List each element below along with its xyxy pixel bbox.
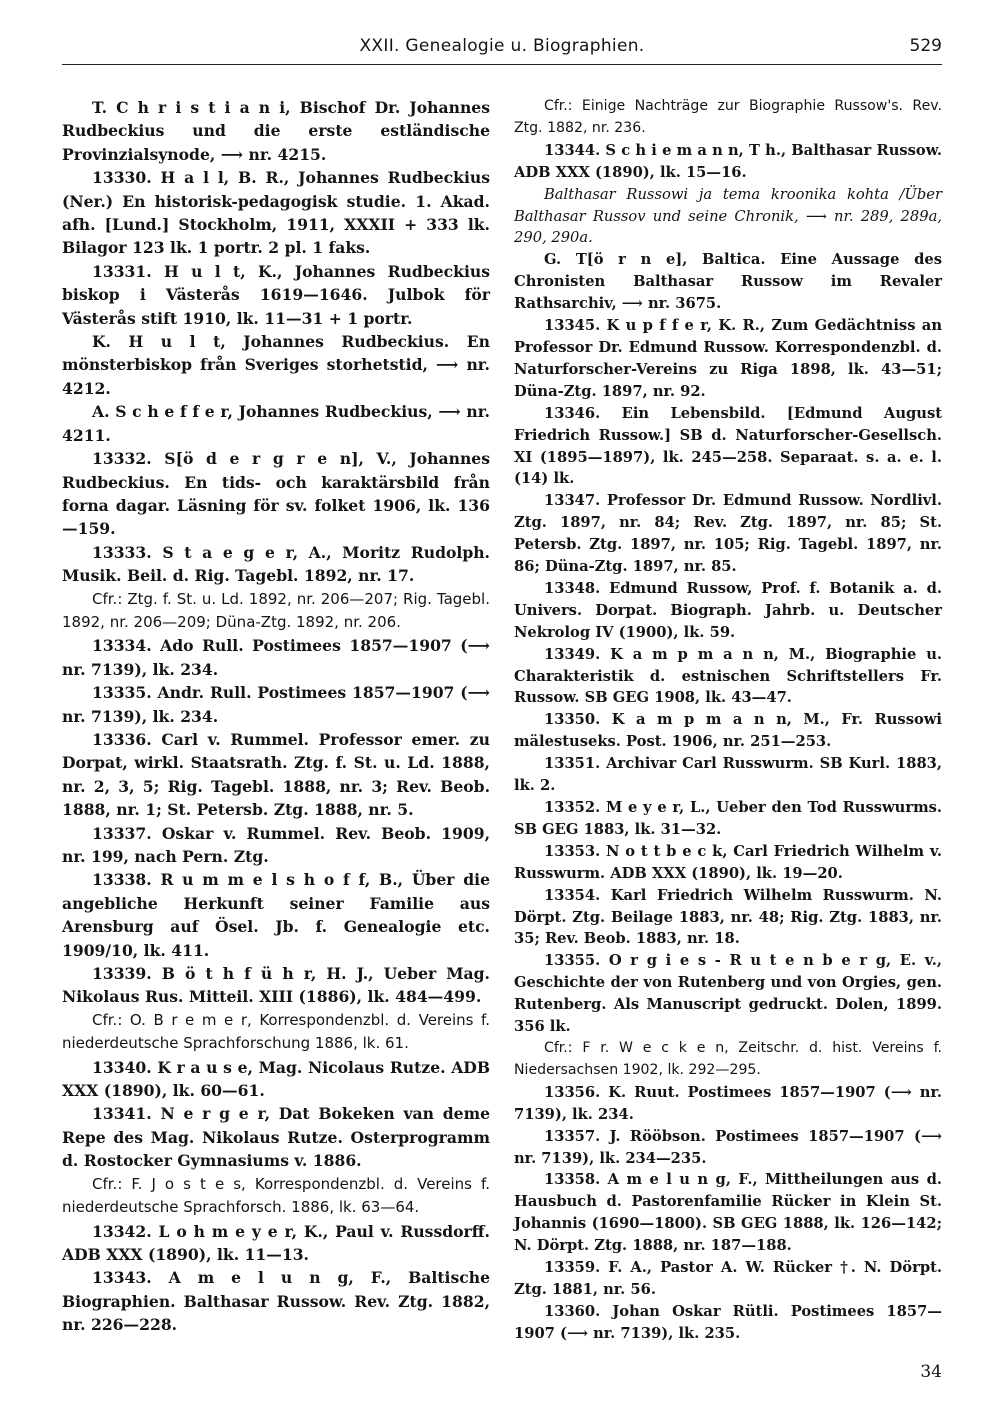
- page-number: 529: [909, 36, 942, 56]
- bib-entry: 13347. Professor Dr. Edmund Russow. Nordlivl. Ztg. 1897, nr. 84; Rev. Ztg. 1897, nr. 85; St. Petersb. Ztg. 1897, nr. 105; Rig. Tagebl. 1897, nr. 86; Düna-Ztg. 1897, nr. 85.: [514, 492, 942, 576]
- bib-entry: 13351. Archivar Carl Russwurm. SB Kurl. 1883, lk. 2.: [514, 755, 942, 795]
- bib-entry: 13336. Carl v. Rummel. Professor emer. zu Dorpat, wirkl. Staatsrath. Ztg. f. St. u. Ld. 1888, nr. 2, 3, 5; Rig. Tagebl. 1888, nr. 3; Rev. Beob. 1888, nr. 1; St. Petersb. Ztg. 1888, nr. 5.: [62, 729, 490, 820]
- bib-entry: G. T[ö r n e], Baltica. Eine Aussage des Chronisten Balthasar Russow im Revaler Rathsarchiv, ⟶ nr. 3675.: [514, 251, 942, 313]
- bib-entry: 13348. Edmund Russow, Prof. f. Botanik a. d. Univers. Dorpat. Biograph. Jahrb. u. Deutscher Nekrolog IV (1900), lk. 59.: [514, 579, 942, 641]
- bib-entry: A. S c h e f f e r, Johannes Rudbeckius, ⟶ nr. 4211.: [62, 402, 490, 445]
- bib-entry: 13342. L o h m e y e r, K., Paul v. Russdorff. ADB XXX (1890), lk. 11—13.: [62, 1221, 490, 1264]
- bib-entry: 13345. K u p f f e r, K. R., Zum Gedächtniss an Professor Dr. Edmund Russow. Korrespondenzbl. d. Naturforscher-Vereins zu Riga 1898, lk. 43—51; Düna-Ztg. 1897, nr. 92.: [514, 317, 942, 400]
- bib-entry: 13334. Ado Rull. Postimees 1857—1907 (⟶ nr. 7139), lk. 234.: [62, 636, 490, 679]
- bib-entry: Cfr.: Einige Nachträge zur Biographie Russow's. Rev. Ztg. 1882, nr. 236.: [514, 98, 942, 136]
- bib-entry: 13335. Andr. Rull. Postimees 1857—1907 (⟶ nr. 7139), lk. 234.: [62, 683, 490, 726]
- bib-entry: 13352. M e y e r, L., Ueber den Tod Russwurms. SB GEG 1883, lk. 31—32.: [514, 799, 942, 838]
- bib-entry: Cfr.: O. B r e m e r, Korrespondenzbl. d. Vereins f. niederdeutsche Sprachforschung 1886, lk. 61.: [62, 1010, 490, 1053]
- bib-entry: 13332. S[ö d e r g r e n], V., Johannes Rudbeckius. En tids- och karaktärsbild från forna dagar. Läsning för sv. folket 1906, lk. 136—159.: [62, 449, 490, 539]
- bib-entry: Cfr.: F. J o s t e s, Korrespondenzbl. d. Vereins f. niederdeutsche Sprachforsch. 1886, lk. 63—64.: [62, 1174, 490, 1217]
- bib-entry: 13358. A m e l u n g, F., Mittheilungen aus d. Hausbuch d. Pastorenfamilie Rücker in Klein St. Johannis (1690—1800). SB GEG 1888, lk. 126—142; N. Dörpt. Ztg. 1888, nr. 187—188.: [514, 1171, 942, 1255]
- bib-entry: 13333. S t a e g e r, A., Moritz Rudolph. Musik. Beil. d. Rig. Tagebl. 1892, nr. 17.: [62, 542, 490, 586]
- bib-entry: 13341. N e r g e r, Dat Bokeken van deme Repe des Mag. Nikolaus Rutze. Osterprogramm d. Rostocker Gymnasiums v. 1886.: [62, 1104, 490, 1171]
- bib-entry: 13360. Johan Oskar Rütli. Postimees 1857—1907 (⟶ nr. 7139), lk. 235.: [514, 1302, 942, 1342]
- signature-mark: 34: [920, 1362, 942, 1382]
- right-column: [514, 96, 942, 1345]
- bib-entry: 13331. H u l t, K., Johannes Rudbeckius biskop i Västerås 1619—1646. Julbok för Västerås stift 1910, lk. 11—31 + 1 portr.: [62, 261, 490, 328]
- bib-entry: 13337. Oskar v. Rummel. Rev. Beob. 1909, nr. 199, nach Pern. Ztg.: [62, 823, 490, 866]
- bib-entry: 13340. K r a u s e, Mag. Nicolaus Rutze. ADB XXX (1890), lk. 60—61.: [62, 1057, 490, 1101]
- bib-entry: Balthasar Russowi ja tema kroonika kohta /Über Balthasar Russov und seine Chronik, ⟶ nr. 289, 289a, 290, 290a.: [514, 185, 942, 247]
- bib-entry: 13338. R u m m e l s h o f f, B., Über die angebliche Herkunft seiner Familie aus Arensburg auf Ösel. Jb. f. Genealogie etc. 1909/10, lk. 411.: [62, 870, 490, 960]
- running-title: XXII. Genealogie u. Biographien.: [359, 36, 645, 56]
- bib-entry: T. C h r i s t i a n i, Bischof Dr. Johannes Rudbeckius und die erste estländische Provinzialsynode, ⟶ nr. 4215.: [62, 98, 490, 164]
- bib-entry: 13349. K a m p m a n n, M., Biographie u. Charakteristik d. estnischen Schriftstellers Fr. Russow. SB GEG 1908, lk. 43—47.: [514, 645, 942, 707]
- bib-entry: 13350. K a m p m a n n, M., Fr. Russowi mälestuseks. Post. 1906, nr. 251—253.: [514, 711, 942, 751]
- bib-entry: 13354. Karl Friedrich Wilhelm Russwurm. N. Dörpt. Ztg. Beilage 1883, nr. 48; Rig. Ztg. 1883, nr. 35; Rev. Beob. 1883, nr. 18.: [514, 886, 942, 948]
- bib-entry: 13357. J. Rööbson. Postimees 1857—1907 (⟶ nr. 7139), lk. 234—235.: [514, 1127, 942, 1167]
- bib-entry: 13356. K. Ruut. Postimees 1857—1907 (⟶ nr. 7139), lk. 234.: [514, 1083, 942, 1123]
- bib-entry: 13346. Ein Lebensbild. [Edmund August Friedrich Russow.] SB d. Naturforscher-Gesellsch. XI (1895—1897), lk. 245—258. Separaat. s. a. e. l. (14) lk.: [514, 404, 942, 488]
- bib-entry: 13359. F. A., Pastor A. W. Rücker †. N. Dörpt. Ztg. 1881, nr. 56.: [514, 1259, 942, 1298]
- bib-entry: 13355. O r g i e s - R u t e n b e r g, E. v., Geschichte der von Rutenberg und von Orgies, gen. Rutenberg. Als Manuscript gedruckt. Dolen, 1899. 356 lk.: [514, 952, 942, 1036]
- bib-entry: K. H u l t, Johannes Rudbeckius. En mönsterbiskop från Sveriges storhetstid, ⟶ nr. 4212.: [62, 332, 490, 398]
- left-column: [62, 96, 490, 1337]
- header-rule: [62, 64, 942, 65]
- bib-entry: 13353. N o t t b e c k, Carl Friedrich Wilhelm v. Russwurm. ADB XXX (1890), lk. 19—20.: [514, 842, 942, 882]
- bib-entry: 13330. H a l l, B. R., Johannes Rudbeckius (Ner.) En historisk-pedagogisk studie. 1. Akad. afh. [Lund.] Stockholm, 1911, XXXII + 333 lk. Bilagor 123 lk. 1 portr. 2 pl. 1 faks.: [62, 168, 490, 258]
- running-header: [62, 34, 942, 64]
- bib-entry: 13339. B ö t h f ü h r, H. J., Ueber Mag. Nikolaus Rus. Mitteil. XIII (1886), lk. 484—499.: [62, 964, 490, 1007]
- bib-entry: 13344. S c h i e m a n n, T h., Balthasar Russow. ADB XXX (1890), lk. 15—16.: [514, 141, 942, 181]
- bib-entry: Cfr.: Ztg. f. St. u. Ld. 1892, nr. 206—207; Rig. Tagebl. 1892, nr. 206—209; Düna-Ztg. 1892, nr. 206.: [62, 589, 490, 631]
- bib-entry: Cfr.: F r. W e c k e n, Zeitschr. d. hist. Vereins f. Niedersachsen 1902, lk. 292—295.: [514, 1039, 942, 1078]
- bib-entry: 13343. A m e l u n g, F., Baltische Biographien. Balthasar Russow. Rev. Ztg. 1882, nr. 226—228.: [62, 1268, 490, 1335]
